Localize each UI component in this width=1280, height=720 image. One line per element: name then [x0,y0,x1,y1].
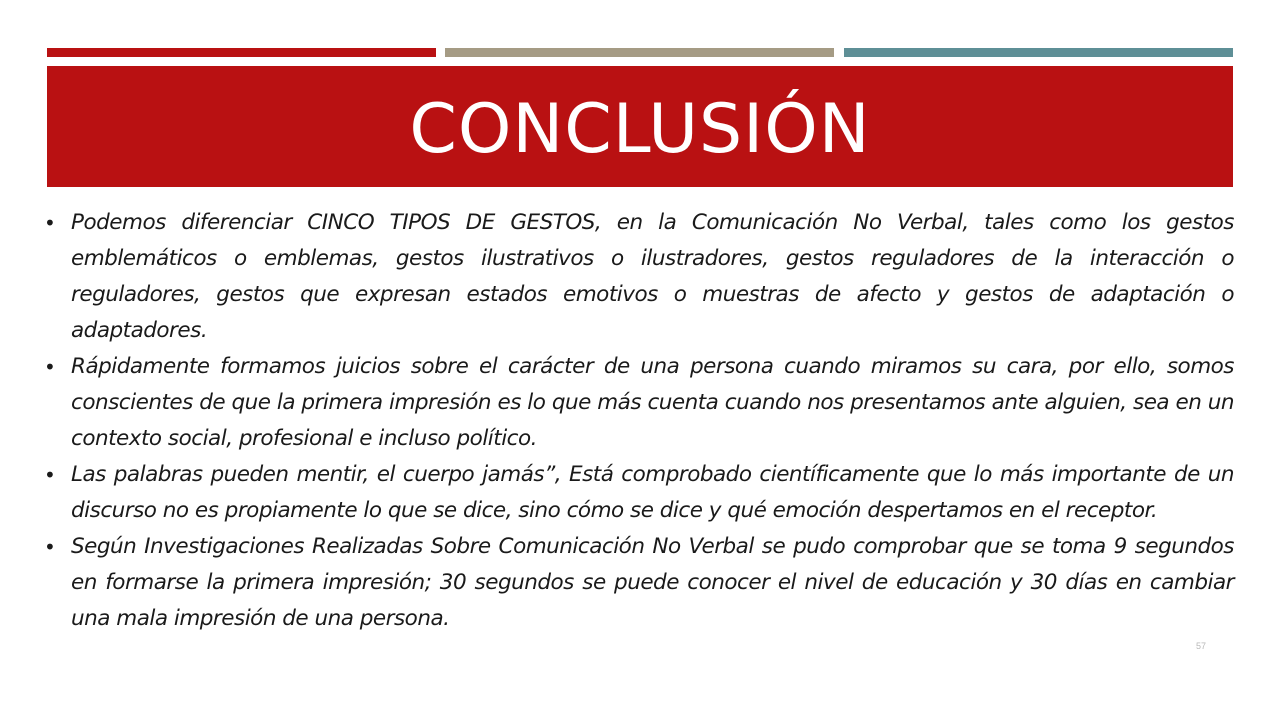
accent-bar-taupe [445,48,834,57]
accent-bar-red [47,48,436,57]
bullet-item [44,457,1234,529]
title-band [47,66,1233,187]
bullet-text: Podemos diferenciar CINCO TIPOS DE GESTOS, en la Comunicación No Verbal, tales como los gestos emblemáticos o emblemas, gestos ilustrativos o ilustradores, gestos reguladores de la interacción o reguladores, gestos que expresan estados emotivos o muestras de afecto y gestos de adaptación o adaptadores. [71,210,1234,343]
bullet-item [44,349,1234,457]
bullet-icon: • [44,463,56,487]
bullet-list [44,205,1234,637]
slide-title: CONCLUSIÓN [409,89,871,169]
bullet-text: Según Investigaciones Realizadas Sobre Comunicación No Verbal se pudo comprobar que se toma 9 segundos en formarse la primera impresión; 30 segundos se puede conocer el nivel de educación y 30 días en cambiar una mala impresión de una persona. [71,534,1234,631]
bullet-item [44,529,1234,637]
bullet-item [44,205,1234,349]
page-number: 57 [1196,641,1207,651]
accent-bar-teal [844,48,1233,57]
bullet-icon: • [44,211,56,235]
bullet-icon: • [44,535,56,559]
bullet-icon: • [44,355,56,379]
bullet-text: Rápidamente formamos juicios sobre el carácter de una persona cuando miramos su cara, por ello, somos conscientes de que la primera impresión es lo que más cuenta cuando nos presentamos ante alguien, sea en un contexto social, profesional e incluso político. [71,354,1234,451]
bullet-text: Las palabras pueden mentir, el cuerpo jamás”, Está comprobado científicamente que lo más importante de un discurso no es propiamente lo que se dice, sino cómo se dice y qué emoción despertamos en el receptor. [71,462,1234,523]
